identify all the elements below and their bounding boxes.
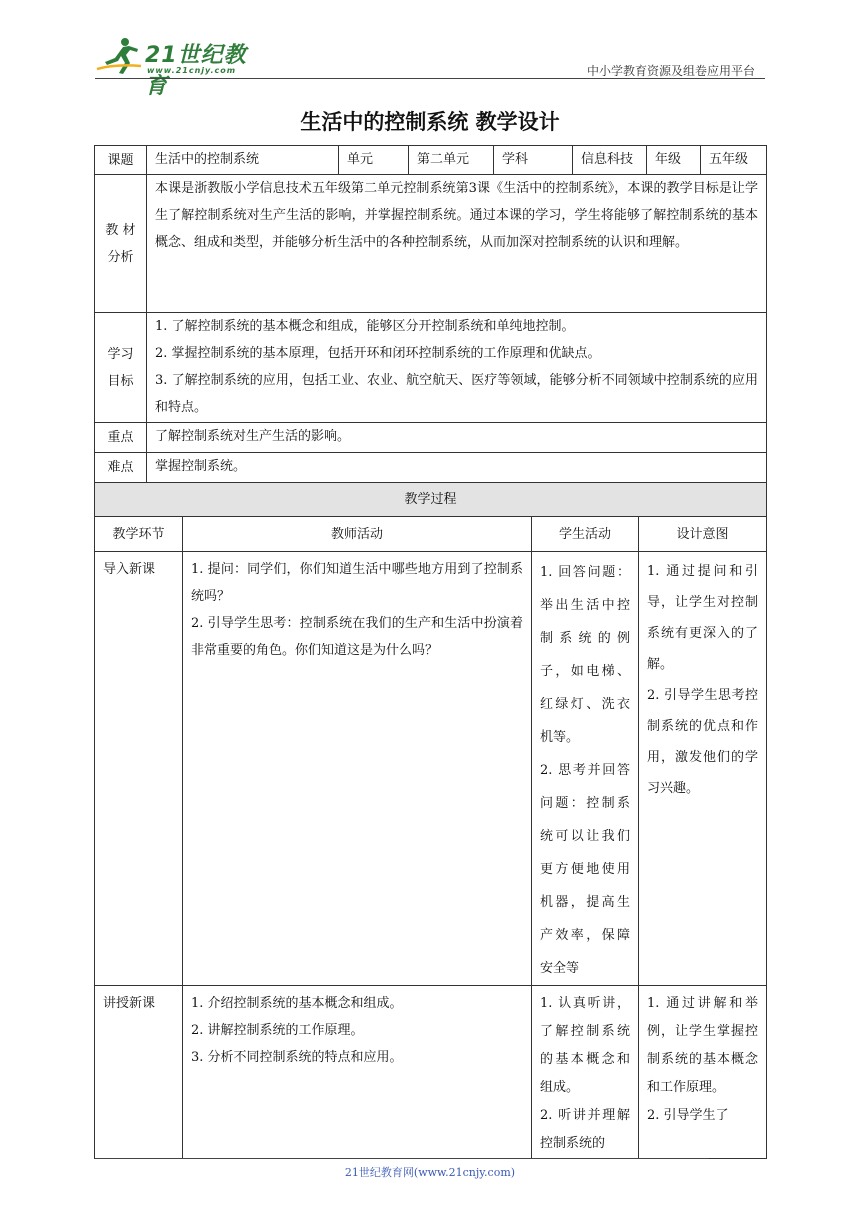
design-intent-item: 1. 通过讲解和举例，让学生掌握控制系统的基本概念和工作原理。 bbox=[647, 996, 759, 1095]
unit-label: 单元 bbox=[339, 146, 409, 175]
logo-text: 21世纪教育 bbox=[145, 43, 247, 99]
stage-cell: 导入新课 bbox=[95, 552, 183, 986]
goals-list bbox=[147, 313, 767, 423]
table-row bbox=[95, 552, 767, 986]
key-point-label: 重点 bbox=[95, 423, 147, 453]
process-title: 教学过程 bbox=[95, 483, 767, 517]
grade-value: 五年级 bbox=[701, 146, 767, 175]
footer-divider bbox=[95, 1158, 709, 1159]
student-activity-item: 1. 认真听讲，了解控制系统的基本概念和组成。 bbox=[540, 996, 630, 1095]
difficulty-label: 难点 bbox=[95, 453, 147, 483]
subject-label: 学科 bbox=[494, 146, 573, 175]
design-intent-cell bbox=[639, 986, 767, 1159]
logo bbox=[95, 36, 265, 99]
goal-item: 3. 了解控制系统的应用，包括工业、农业、航空航天、医疗等领域，能够分析不同领域中控制系统的应用和特点。 bbox=[155, 373, 758, 415]
teacher-activity-item: 1. 介绍控制系统的基本概念和组成。 bbox=[191, 996, 403, 1011]
teacher-activity-item: 3. 分析不同控制系统的特点和应用。 bbox=[191, 1050, 403, 1065]
design-intent-item: 2. 引导学生思考控制系统的优点和作用，激发他们的学习兴趣。 bbox=[647, 688, 759, 796]
key-point-value: 了解控制系统对生产生活的影响。 bbox=[147, 423, 767, 453]
topic-label: 课题 bbox=[95, 146, 147, 175]
unit-value: 第二单元 bbox=[409, 146, 494, 175]
teacher-activity-item: 2. 讲解控制系统的工作原理。 bbox=[191, 1023, 364, 1038]
table-row bbox=[95, 986, 767, 1159]
teacher-activity-item: 1. 提问：同学们，你们知道生活中哪些地方用到了控制系统吗？ bbox=[191, 562, 523, 604]
design-intent-cell bbox=[639, 552, 767, 986]
teaching-process-table bbox=[94, 482, 767, 1159]
column-header: 学生活动 bbox=[532, 517, 639, 552]
analysis-label: 教 材 分析 bbox=[95, 175, 147, 313]
analysis-text: 本课是浙教版小学信息技术五年级第二单元控制系统第3课《生活中的控制系统》，本课的教学目标是让学生了解控制系统对生产生活的影响，并掌握控制系统。通过本课的学习，学生将能够了解控制系统的基本概念、组成和类型，并能够分析生活中的各种控制系统，从而加深对控制系统的认识和理解。 bbox=[147, 175, 767, 313]
student-activity-item: 2. 听讲并理解控制系统的 bbox=[540, 1108, 630, 1151]
design-intent-item: 2. 引导学生了 bbox=[647, 1108, 729, 1123]
design-intent-item: 1. 通过提问和引导，让学生对控制系统有更深入的了解。 bbox=[647, 564, 759, 672]
teacher-activity-cell bbox=[183, 986, 532, 1159]
lesson-info-table bbox=[94, 145, 767, 483]
page-footer: 21世纪教育网(www.21cnjy.com) bbox=[344, 1166, 516, 1179]
page-header bbox=[95, 28, 765, 99]
goal-item: 2. 掌握控制系统的基本原理，包括开环和闭环控制系统的工作原理和优缺点。 bbox=[155, 346, 601, 361]
grade-label: 年级 bbox=[647, 146, 701, 175]
column-header: 设计意图 bbox=[639, 517, 767, 552]
column-header: 教学环节 bbox=[95, 517, 183, 552]
student-activity-cell bbox=[532, 986, 639, 1159]
subject-value: 信息科技 bbox=[573, 146, 647, 175]
goal-item: 1. 了解控制系统的基本概念和组成，能够区分开控制系统和单纯地控制。 bbox=[155, 319, 575, 334]
goals-label: 学习 目标 bbox=[95, 313, 147, 423]
runner-logo-icon bbox=[95, 36, 145, 76]
topic-value: 生活中的控制系统 bbox=[147, 146, 339, 175]
column-header: 教师活动 bbox=[183, 517, 532, 552]
student-activity-item: 2. 思考并回答问题：控制系统可以让我们更方便地使用机器，提高生产效率，保障安全等 bbox=[540, 763, 630, 976]
student-activity-item: 1. 回答问题：举出生活中控制系统的例子，如电梯、红绿灯、洗衣机等。 bbox=[540, 565, 630, 745]
teacher-activity-cell bbox=[183, 552, 532, 986]
student-activity-cell bbox=[532, 552, 639, 986]
platform-name: 中小学教育资源及组卷应用平台 bbox=[586, 64, 755, 78]
teacher-activity-item: 2. 引导学生思考：控制系统在我们的生产和生活中扮演着非常重要的角色。你们知道这是为什么吗？ bbox=[191, 616, 523, 658]
stage-cell: 讲授新课 bbox=[95, 986, 183, 1159]
document-title: 生活中的控制系统 教学设计 bbox=[300, 110, 560, 134]
difficulty-value: 掌握控制系统。 bbox=[147, 453, 767, 483]
logo-url: www.21cnjy.com bbox=[147, 66, 237, 75]
header-divider bbox=[95, 78, 765, 79]
